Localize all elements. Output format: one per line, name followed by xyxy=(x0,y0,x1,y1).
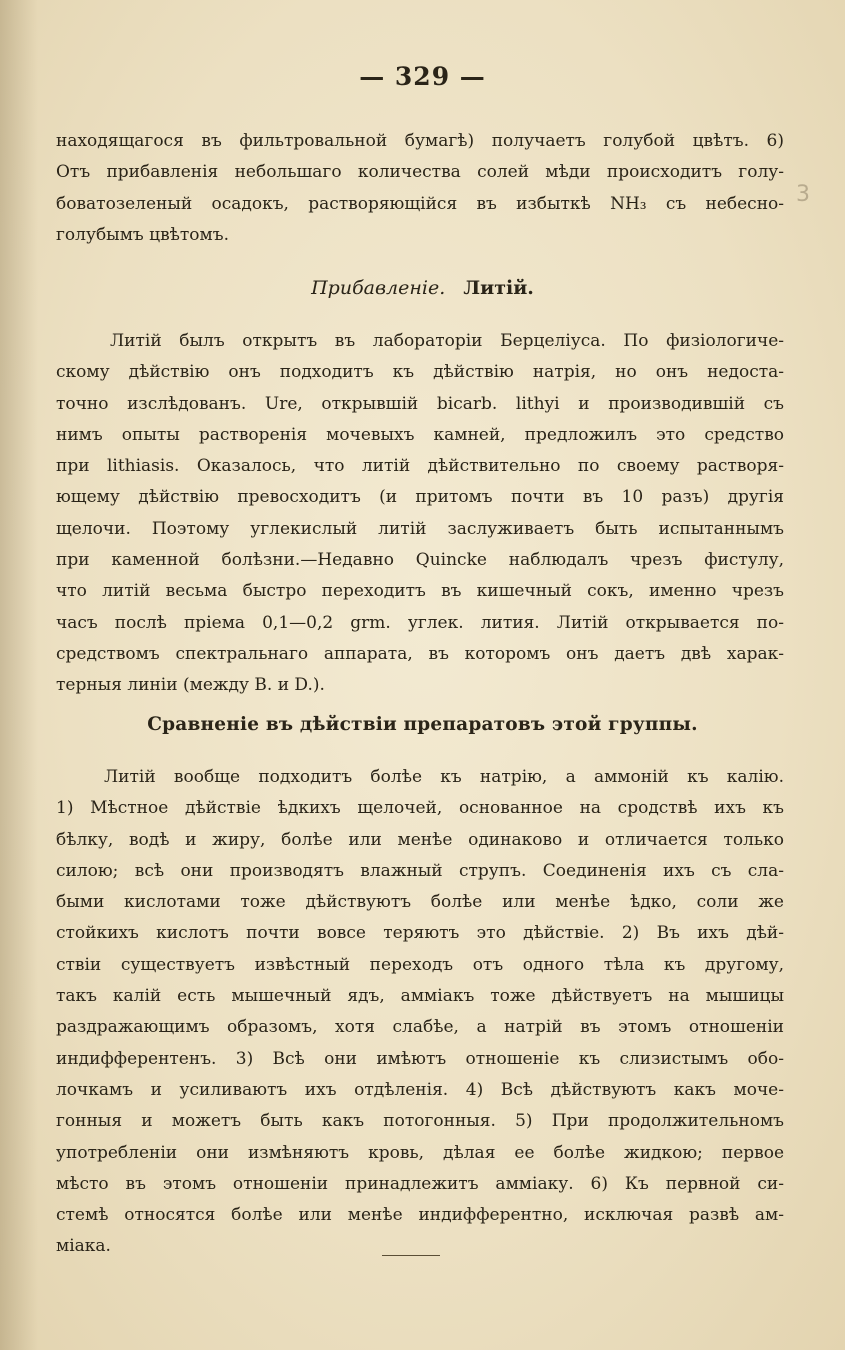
end-rule xyxy=(382,1255,440,1256)
intro-paragraph xyxy=(56,126,784,251)
text-line: мѣсто въ этомъ отношеніи принадлежитъ амміаку. 6) Къ первной си- xyxy=(56,1173,784,1194)
comparison-paragraph xyxy=(56,762,784,1263)
text-line: стемѣ относятся болѣе или менѣе индифферентно, исключая развѣ ам- xyxy=(56,1205,784,1226)
section-title-text: Литій. xyxy=(463,277,534,299)
text-line: Литій былъ открытъ въ лабораторіи Берцеліуса. По физіологиче- xyxy=(110,331,784,351)
text-line: часъ послѣ пріема 0,1—0,2 grm. углек. лития. Литій открывается по- xyxy=(56,612,784,633)
text-line: терныя линіи (между B. и D.). xyxy=(56,675,325,696)
text-line: бѣлку, водѣ и жиру, болѣе или менѣе одинаково и отличается только xyxy=(56,829,784,850)
comparison-heading: Сравненіе въ дѣйствіи препаратовъ этой группы. xyxy=(147,714,698,735)
text-line: при lithiasis. Оказалось, что литій дѣйствительно по своему растворя- xyxy=(56,456,784,477)
text-line: голубымъ цвѣтомъ. xyxy=(56,224,229,245)
text-line: силою; всѣ они производятъ влажный струпъ. Соединенія ихъ съ сла- xyxy=(56,860,784,881)
text-line: Отъ прибавленія небольшаго количества солей мѣди происходитъ голу- xyxy=(56,162,784,183)
text-line: стойкихъ кислотъ почти вовсе теряютъ это дѣйствіе. 2) Въ ихъ дѣй- xyxy=(56,923,784,944)
text-line: міака. xyxy=(56,1236,111,1257)
text-line: гонныя и можетъ быть какъ потогонныя. 5) При продолжительномъ xyxy=(56,1111,784,1132)
text-line: такъ калій есть мышечный ядъ, амміакъ тоже дѣйствуетъ на мышицы xyxy=(56,986,784,1007)
text-line: что литій весьма быстро переходитъ въ кишечный сокъ, именно чрезъ xyxy=(56,581,784,602)
text-line: Литій вообще подходитъ болѣе къ натрію, а аммоній къ калію. xyxy=(104,767,784,787)
page-number: — 329 — xyxy=(359,62,486,91)
text-line: находящагося въ фильтровальной бумагѣ) получаетъ голубой цвѣтъ. 6) xyxy=(56,131,784,151)
section-prefix: Прибавленіе. xyxy=(311,277,446,299)
text-line: лочкамъ и усиливаютъ ихъ отдѣленія. 4) Всѣ дѣйствуютъ какъ моче- xyxy=(56,1079,784,1100)
text-line: употребленіи они измѣняютъ кровь, дѣлая ее болѣе жидкою; первое xyxy=(56,1142,784,1163)
section-title xyxy=(0,277,845,299)
text-line: ствіи существуетъ извѣстный переходъ отъ одного тѣла къ другому, xyxy=(56,954,784,975)
text-line: нимъ опыты растворенія мочевыхъ камней, предложилъ это средство xyxy=(56,424,784,445)
text-line: ющему дѣйствію превосходитъ (и притомъ почти въ 10 разъ) другія xyxy=(56,487,784,508)
lithium-paragraph xyxy=(56,326,784,702)
text-line: раздражающимъ образомъ, хотя слабѣе, а натрій въ этомъ отношеніи xyxy=(56,1017,784,1038)
text-line: индифферентенъ. 3) Всѣ они имѣютъ отношеніе къ слизистымъ обо- xyxy=(56,1048,784,1069)
text-line: 1) Мѣстное дѣйствіе ѣдкихъ щелочей, основанное на сродствѣ ихъ къ xyxy=(56,798,784,819)
text-line: точно изслѣдованъ. Ure, открывшій bicarb. lithyi и производившій съ xyxy=(56,393,784,414)
page-edge-shadow xyxy=(0,0,38,1350)
text-line: щелочи. Поэтому углекислый литій заслуживаетъ быть испытаннымъ xyxy=(56,518,784,539)
text-line: при каменной болѣзни.—Недавно Quincke наблюдалъ чрезъ фистулу, xyxy=(56,550,784,571)
margin-pencil-mark: 3 xyxy=(796,182,810,207)
text-line: боватозеленый осадокъ, растворяющійся въ избыткѣ NH₃ съ небесно- xyxy=(56,193,784,214)
text-line: скому дѣйствію онъ подходитъ къ дѣйствію натрія, но онъ недоста- xyxy=(56,362,784,383)
text-line: средствомъ спектральнаго аппарата, въ которомъ онъ даетъ двѣ харак- xyxy=(56,643,784,664)
text-line: быми кислотами тоже дѣйствуютъ болѣе или менѣе ѣдко, соли же xyxy=(56,892,784,913)
